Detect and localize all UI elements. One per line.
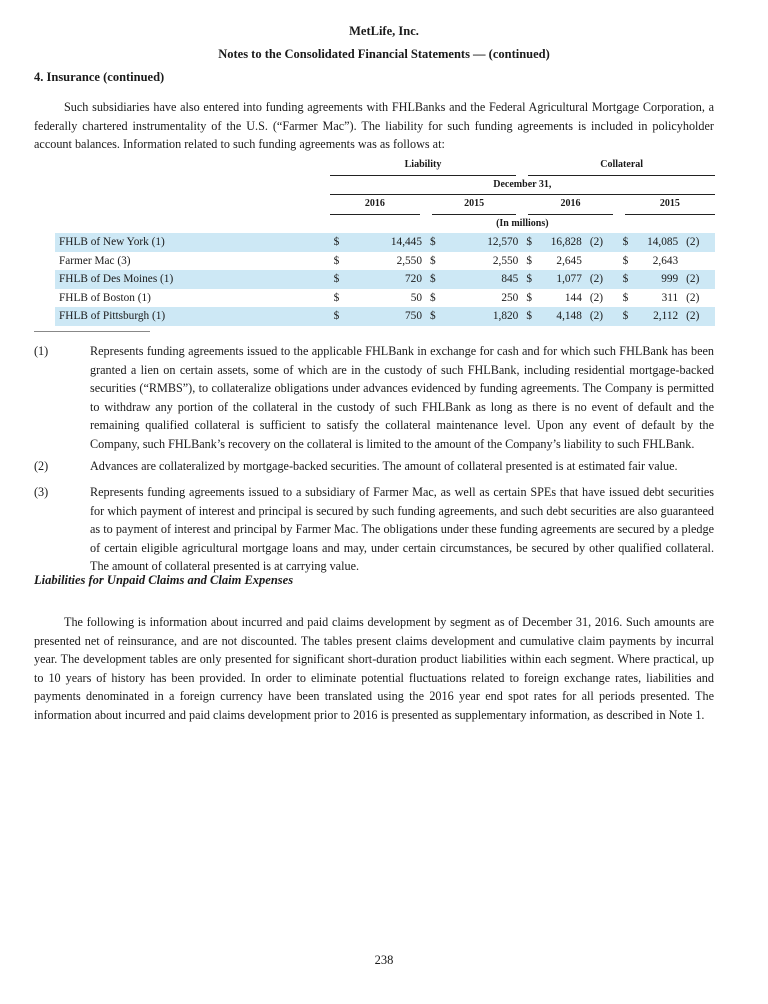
year-header-liab-2015: 2015	[432, 195, 516, 215]
liability-2015: 2,550	[492, 254, 519, 267]
footnote-text: Advances are collateralized by mortgage-backed securities. The amount of collateral presented is at estimated fair value.	[90, 459, 678, 473]
units-row	[55, 215, 715, 234]
currency-symbol: $	[522, 270, 538, 289]
intro-paragraph: Such subsidiaries have also entered into funding agreements with FHLBanks and the Federal Agricultural Mortgage Corporation, a federally chartered instrumentality of the U.S. (“Farmer Mac”). The liability for such funding agreements is included in policyholder account balances. Information related to such funding agreements was as follows at:	[34, 100, 714, 152]
units-label: (In millions)	[496, 217, 549, 229]
footnote-ref	[586, 252, 619, 271]
footnote-ref	[682, 252, 715, 271]
row-label: FHLB of Boston (1)	[59, 291, 151, 304]
currency-symbol: $	[619, 233, 635, 252]
currency-symbol: $	[429, 291, 436, 304]
liability-2016: 750	[346, 307, 426, 326]
table-row	[55, 233, 715, 252]
currency-symbol: $	[619, 307, 635, 326]
currency-symbol: $	[426, 270, 442, 289]
currency-symbol: $	[622, 254, 629, 267]
footnote-3	[34, 483, 714, 576]
row-label: FHLB of New York (1)	[55, 233, 330, 252]
liability-2016: 50	[410, 291, 422, 304]
currency-symbol: $	[429, 254, 436, 267]
currency-symbol: $	[333, 254, 340, 267]
liability-2015: 1,820	[442, 307, 522, 326]
page-number: 238	[374, 953, 394, 967]
currency-symbol: $	[526, 254, 532, 267]
year-header-liab-2016: 2016	[330, 195, 420, 215]
funding-agreements-table	[55, 156, 715, 326]
liability-2015: 250	[501, 291, 519, 304]
currency-symbol: $	[333, 291, 340, 304]
claims-heading: Liabilities for Unpaid Claims and Claim Expenses	[34, 573, 294, 587]
year-header-coll-2016: 2016	[528, 195, 612, 215]
currency-symbol: $	[426, 233, 442, 252]
footnote-ref: (2)	[589, 291, 604, 304]
liability-2016: 720	[346, 270, 426, 289]
footnote-ref: (2)	[586, 307, 619, 326]
group-header-row	[55, 156, 715, 176]
date-header-row	[55, 176, 715, 196]
collateral-2015: 311	[661, 291, 679, 304]
collateral-2016: 2,645	[556, 254, 582, 267]
footnote-ref: (2)	[682, 270, 715, 289]
table-row	[55, 289, 715, 308]
footnote-ref: (2)	[586, 233, 619, 252]
currency-symbol: $	[330, 233, 346, 252]
currency-symbol: $	[426, 307, 442, 326]
year-header-row	[55, 195, 715, 215]
collateral-2016: 1,077	[539, 270, 586, 289]
row-label: FHLB of Des Moines (1)	[55, 270, 330, 289]
footnote-ref: (2)	[586, 270, 619, 289]
collateral-2016: 16,828	[539, 233, 586, 252]
footnote-ref: (2)	[686, 291, 700, 304]
table-row	[55, 270, 715, 289]
claims-paragraph: The following is information about incurred and paid claims development by segment as of December 31, 2016. Such amounts are presented net of reinsurance, and are not discounted. The tables present claims development and cumulative claim payments by incurral year. The development tables are only presented for significant short-duration product liabilities within each segment. Where practical, up to 10 years of history has been provided. In order to eliminate potential fluctuations related to foreign exchange rates, liabilities and payments denominated in a foreign currency have been translated using the 2016 year end spot rates for all periods presented. The information about incurred and paid claims development prior to 2016 is presented as supplementary information, as described in Note 1.	[34, 615, 714, 722]
collateral-2016: 144	[564, 291, 582, 304]
liability-2015: 845	[442, 270, 522, 289]
company-name: MetLife, Inc.	[349, 24, 419, 38]
footnote-text: Represents funding agreements issued to a subsidiary of Farmer Mac, as well as certain SPEs that have issued debt securities for which payment of interest and principal is secured by such funding agreements, and such debt securities are also guaranteed as to payment of interest and principal by Farmer Mac. The obligations under these funding agreements are secured by a pledge of certain eligible agricultural mortgage loans and may, under certain circumstances, be secured by other qualified collateral. The amount of collateral presented is at carrying value.	[90, 485, 714, 574]
liability-2015: 12,570	[442, 233, 522, 252]
footnote-divider	[34, 331, 150, 332]
notes-title: Notes to the Consolidated Financial Statements — (continued)	[218, 47, 550, 61]
footnote-1	[34, 342, 714, 454]
table-row	[55, 307, 715, 326]
footnote-text: Represents funding agreements issued to the applicable FHLBank in exchange for cash and for which such FHLBank has been granted a lien on certain assets, some of which are in the custody of such FHLBank, including residential mortgage-backed securities (“RMBS”), to collateralize obligations under advances evidenced by funding agreements. The Company is permitted to withdraw any portion of the collateral in the custody of such FHLBank as long as there is no event of default and the remaining qualified collateral is sufficient to satisfy the collateral maintenance level. Upon any event of default by the Company, such FHLBank’s recovery on the collateral is limited to the amount of the Company’s liability to such FHLBank.	[90, 344, 714, 451]
footnote-2	[34, 457, 714, 476]
footnote-ref: (2)	[682, 233, 715, 252]
currency-symbol: $	[522, 307, 538, 326]
liability-header: Liability	[330, 156, 517, 176]
row-label: Farmer Mac (3)	[59, 254, 131, 267]
liability-2016: 14,445	[346, 233, 426, 252]
currency-symbol: $	[622, 291, 629, 304]
collateral-2015: 14,085	[635, 233, 682, 252]
collateral-2015: 999	[635, 270, 682, 289]
collateral-2015: 2,112	[635, 307, 682, 326]
year-header-coll-2015: 2015	[625, 195, 715, 215]
collateral-header: Collateral	[528, 156, 715, 176]
footnote-mark: (2)	[34, 459, 49, 473]
section-title: 4. Insurance (continued)	[34, 70, 165, 84]
currency-symbol: $	[526, 291, 532, 304]
currency-symbol: $	[522, 233, 538, 252]
footnote-mark: (3)	[34, 485, 49, 499]
liability-2016: 2,550	[396, 254, 422, 267]
table-row	[55, 252, 715, 271]
footnote-ref: (2)	[682, 307, 715, 326]
currency-symbol: $	[619, 270, 635, 289]
row-label: FHLB of Pittsburgh (1)	[55, 307, 330, 326]
currency-symbol: $	[330, 270, 346, 289]
collateral-2016: 4,148	[539, 307, 586, 326]
collateral-2015: 2,643	[652, 254, 679, 267]
date-header: December 31,	[330, 176, 715, 196]
currency-symbol: $	[330, 307, 346, 326]
footnote-mark: (1)	[34, 344, 49, 358]
